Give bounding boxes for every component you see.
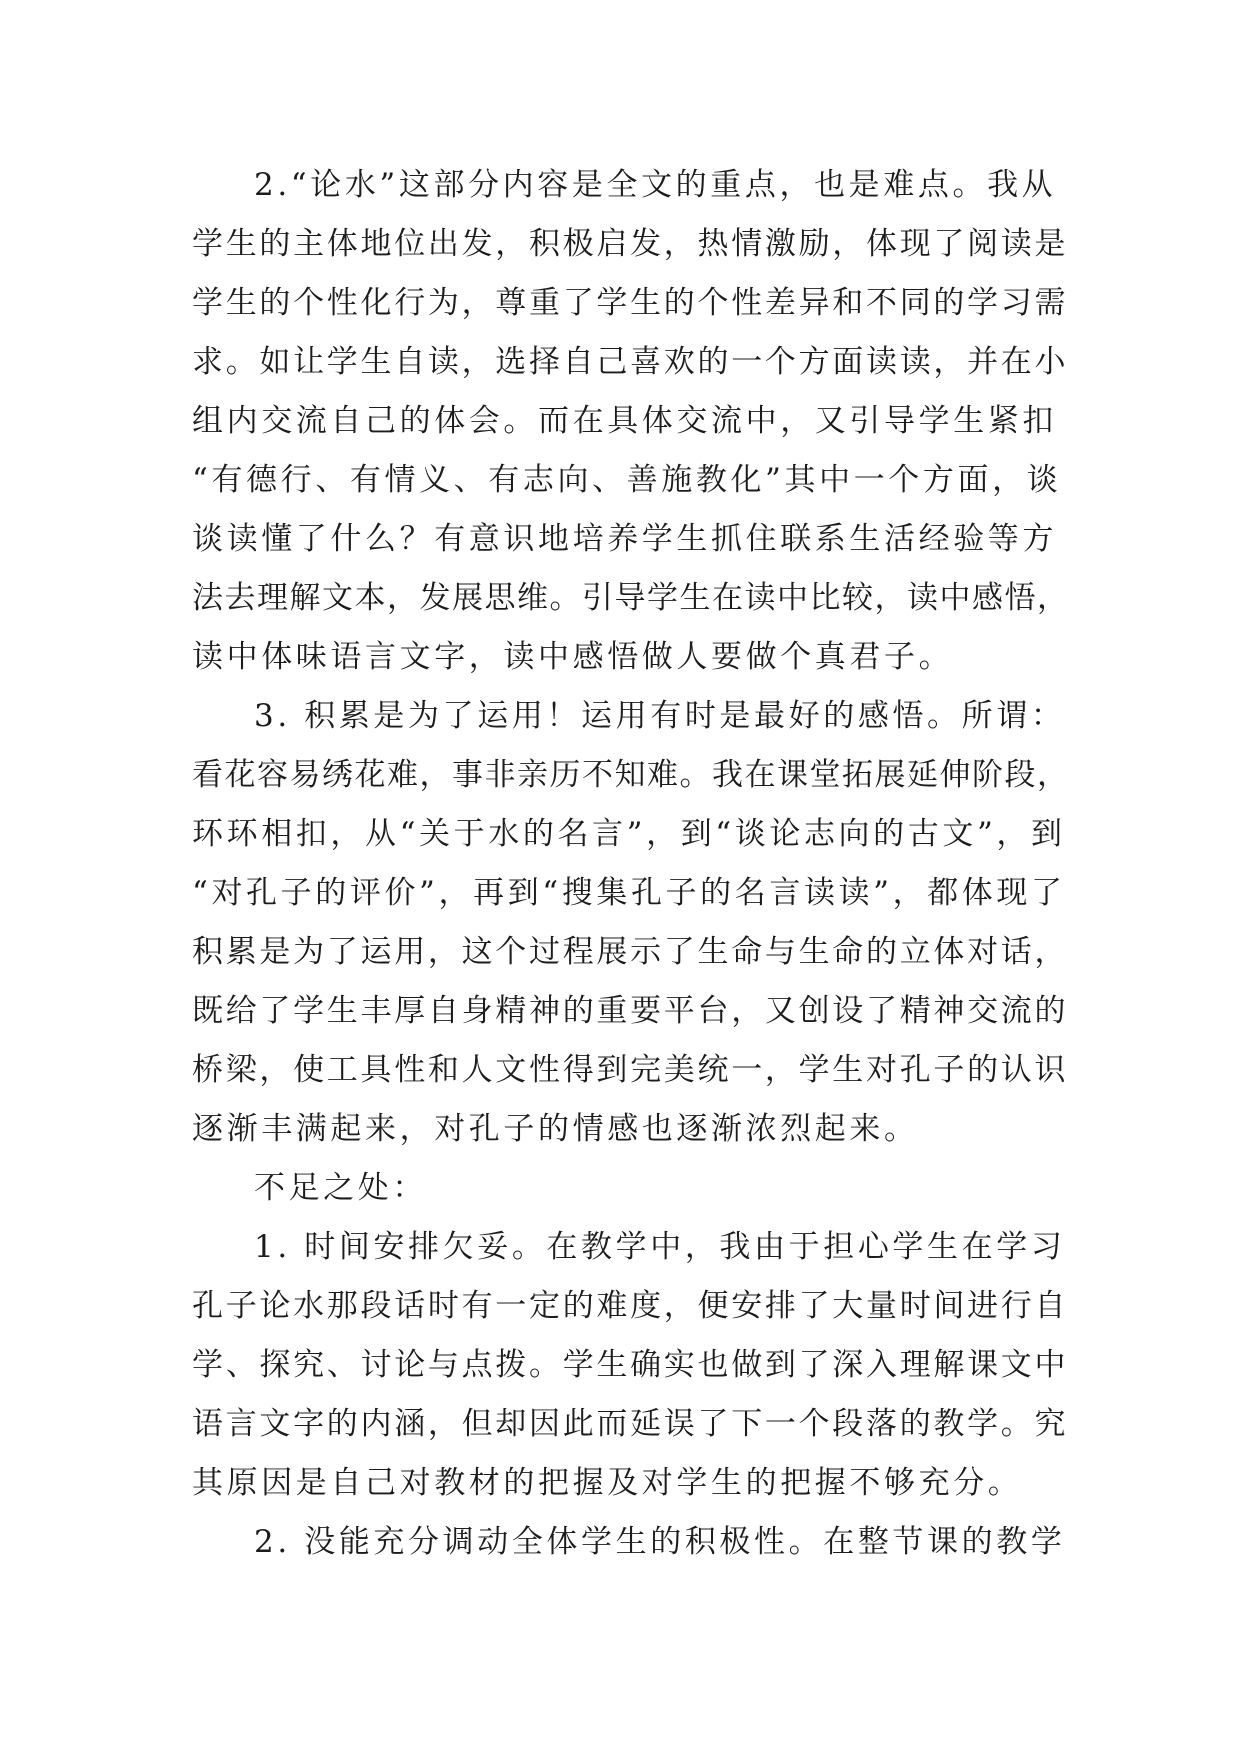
text-line: 孔子论水那段话时有一定的难度，便安排了大量时间进行自 <box>192 1288 1069 1324</box>
text-line: 学、探究、讨论与点拨。学生确实也做到了深入理解课文中 <box>192 1347 1069 1383</box>
text-line: 看花容易绣花难，事非亲历不知难。我在课堂拓展延伸阶段， <box>192 757 1070 793</box>
text-line: 既给了学生丰厚自身精神的重要平台，又创设了精神交流的 <box>192 993 1069 1029</box>
text-line: 读中体味语言文字，读中感悟做人要做个真君子。 <box>192 639 954 675</box>
text-line: 环环相扣，从“关于水的名言”，到“谈论志向的古文”，到 <box>192 816 1066 852</box>
text-line: 1. 时间安排欠妥。在教学中，我由于担心学生在学习 <box>254 1229 1066 1265</box>
text-line: 3. 积累是为了运用！运用有时是最好的感悟。所谓： <box>254 698 1066 734</box>
text-line: 逐渐丰满起来，对孔子的情感也逐渐浓烈起来。 <box>192 1111 919 1147</box>
text-line: 2.“论水”这部分内容是全文的重点，也是难点。我从 <box>254 167 1057 203</box>
text-line: “有德行、有情义、有志向、善施教化”其中一个方面，谈 <box>192 462 1062 498</box>
text-line: 学生的主体地位出发，积极启发，热情激励，体现了阅读是 <box>192 226 1069 262</box>
text-line: 学生的个性化行为，尊重了学生的个性差异和不同的学习需 <box>192 285 1069 321</box>
text-line: 2. 没能充分调动全体学生的积极性。在整节课的教学 <box>254 1524 1066 1560</box>
text-line: 桥梁，使工具性和人文性得到完美统一，学生对孔子的认识 <box>192 1052 1069 1088</box>
text-line: 其原因是自己对教材的把握及对学生的把握不够充分。 <box>192 1465 1023 1501</box>
text-line: 谈读懂了什么？有意识地培养学生抓住联系生活经验等方 <box>192 521 1057 557</box>
document-body <box>192 156 1072 1572</box>
text-line: 法去理解文本，发展思维。引导学生在读中比较，读中感悟， <box>192 580 1070 616</box>
text-line: 语言文字的内涵，但却因此而延误了下一个段落的教学。究 <box>192 1406 1069 1442</box>
text-line: “对孔子的评价”，再到“搜集孔子的名言读读”，都体现了 <box>192 875 1066 911</box>
text-line: 组内交流自己的体会。而在具体交流中，又引导学生紧扣 <box>192 403 1057 439</box>
text-line: 求。如让学生自读，选择自己喜欢的一个方面读读，并在小 <box>192 344 1069 380</box>
text-line: 积累是为了运用，这个过程展示了生命与生命的立体对话， <box>192 934 1069 970</box>
text-line: 不足之处： <box>254 1170 427 1206</box>
